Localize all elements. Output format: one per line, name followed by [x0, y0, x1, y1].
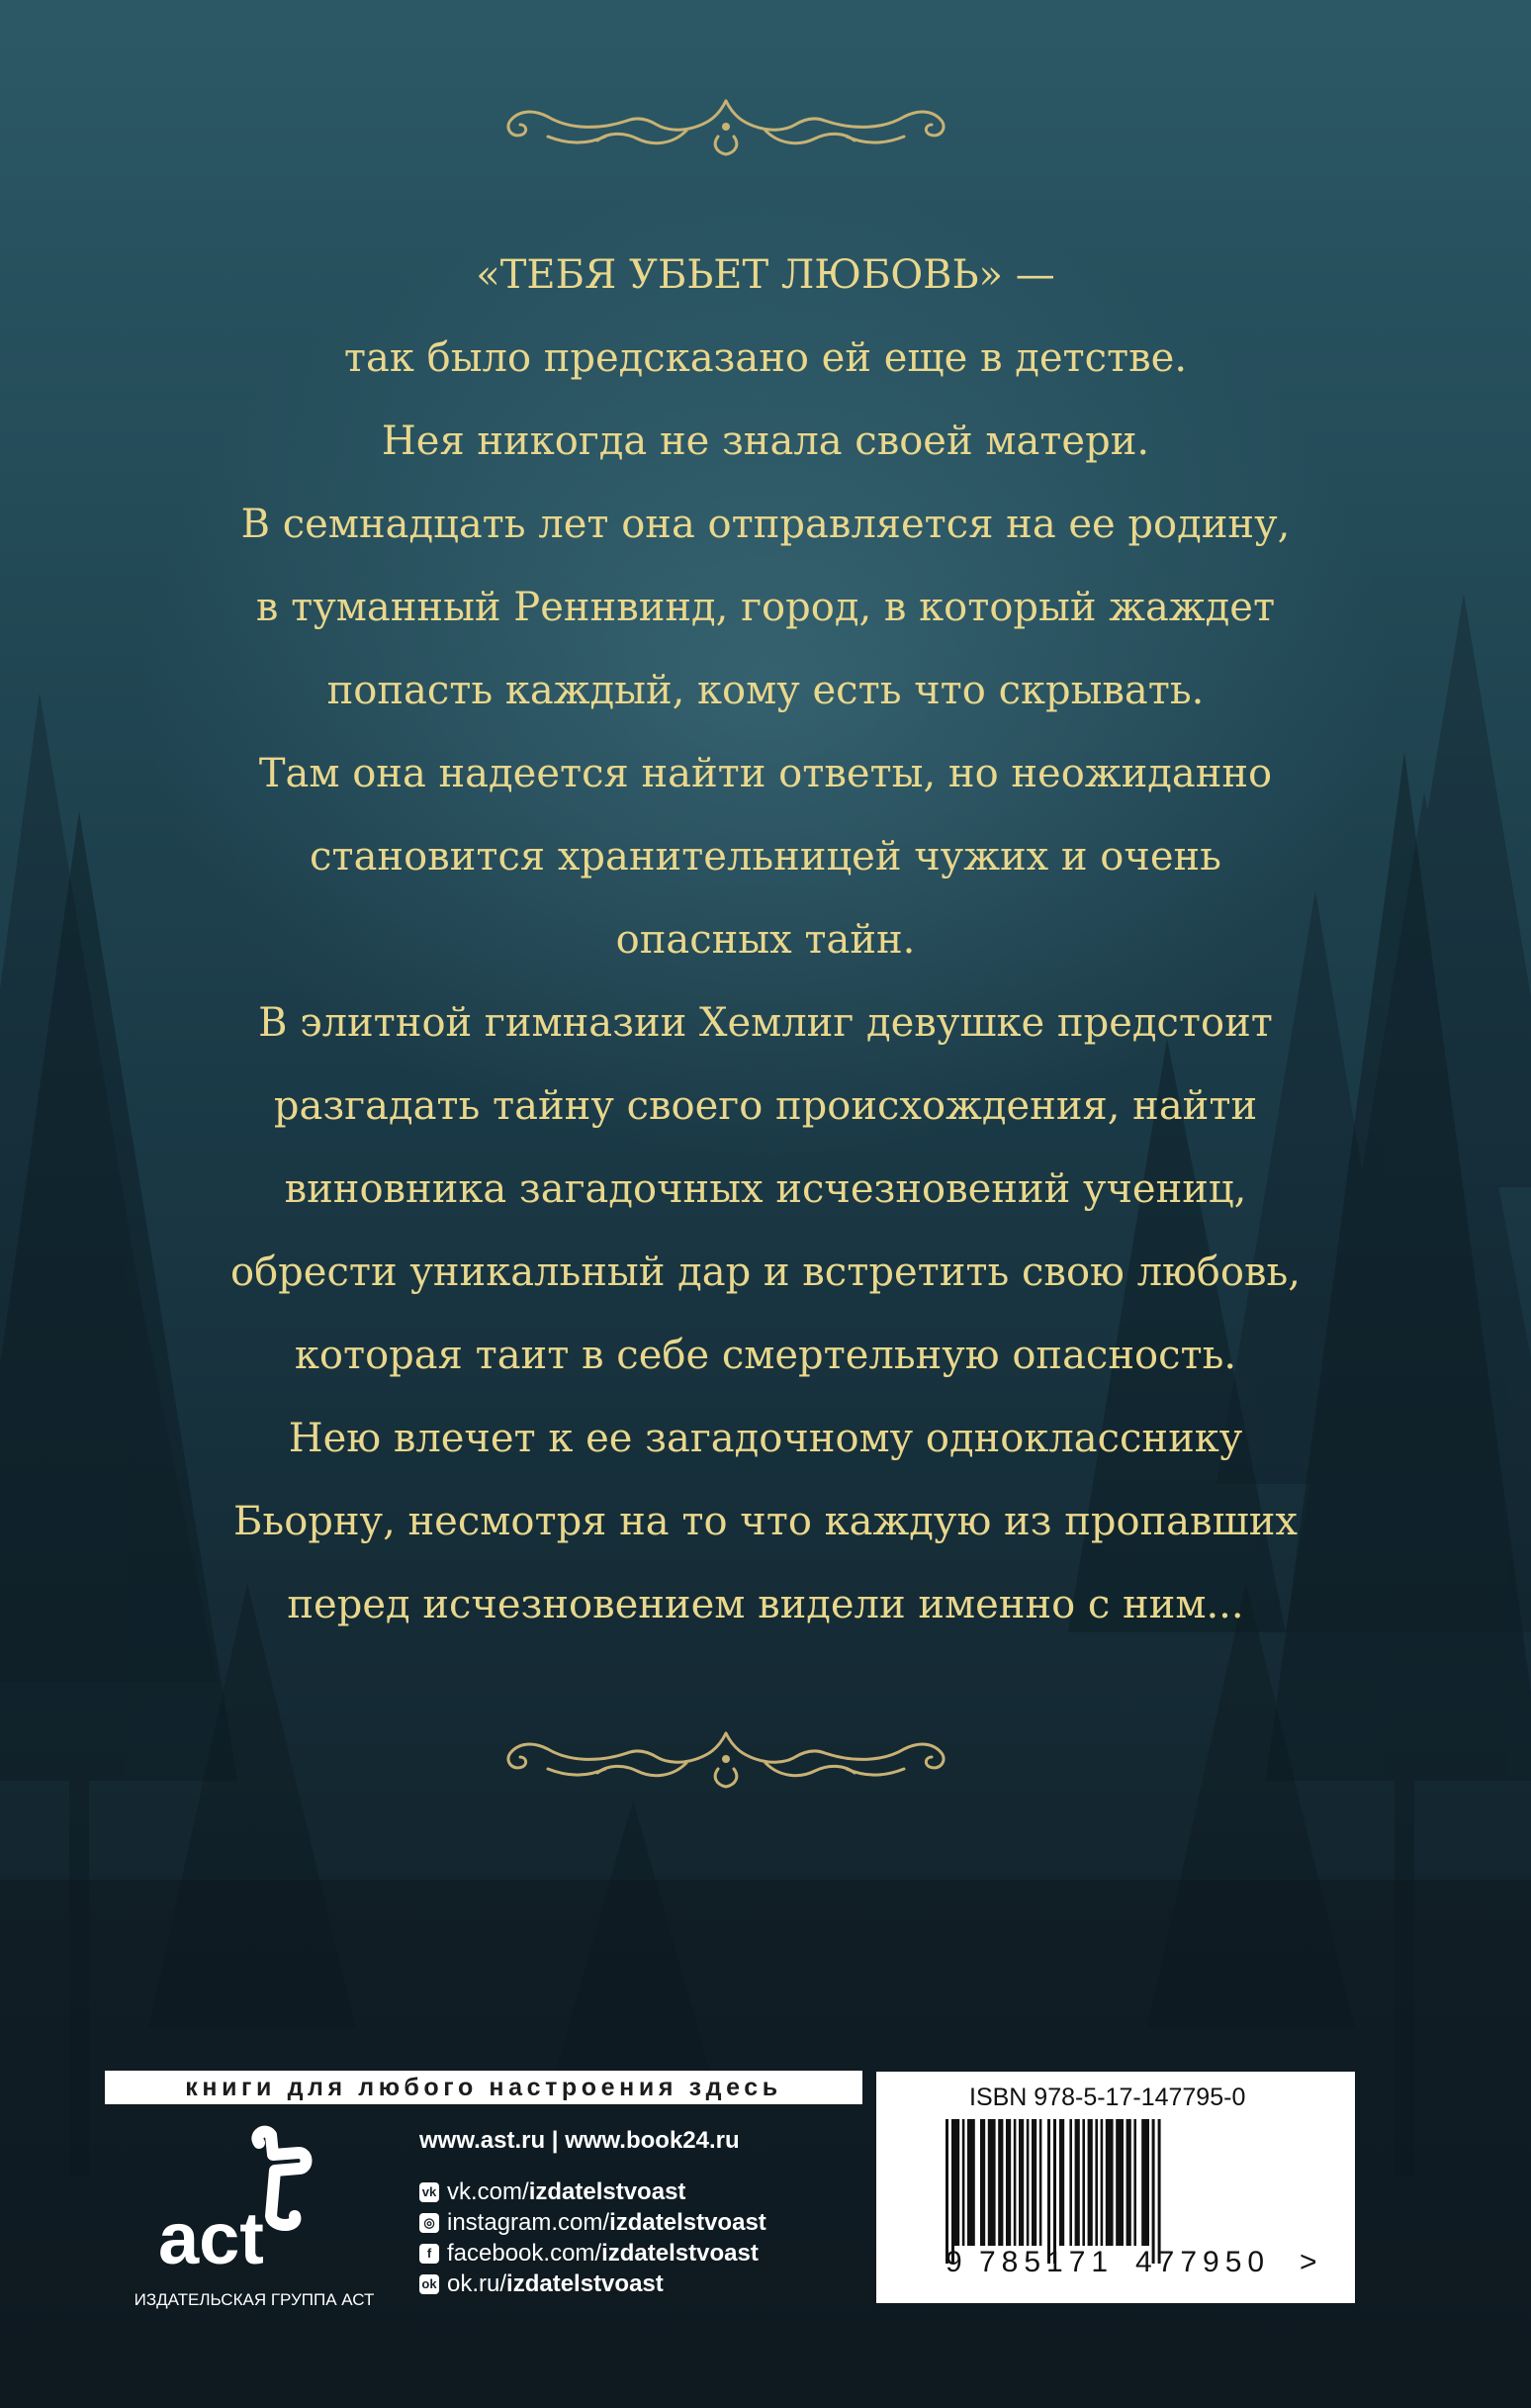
logo-text: act — [158, 2197, 264, 2279]
isbn-barcode-box — [876, 2072, 1355, 2303]
social-link-facebook[interactable] — [419, 2238, 766, 2269]
blurb-line: Нею влечет к ее загадочному однокласснику — [288, 1416, 1243, 1461]
barcode-digit-group: > — [1300, 2246, 1317, 2278]
blurb-line: в туманный Реннвинд, город, в который жаждет — [255, 585, 1276, 630]
blurb-line: обрести уникальный дар и встретить свою любовь, — [230, 1250, 1301, 1295]
social-prefix: ok.ru/ — [447, 2270, 507, 2297]
blurb-line: Нея никогда не знала своей матери. — [381, 418, 1150, 464]
social-prefix: vk.com/ — [447, 2178, 529, 2205]
blurb-line: виновника загадочных исчезновений учениц, — [284, 1166, 1247, 1212]
blurb-line: опасных тайн. — [615, 917, 916, 963]
barcode-digit-group: 477950 — [1135, 2246, 1271, 2278]
blurb-line: так было предсказано ей еще в детстве. — [343, 335, 1188, 381]
websites: www.ast.ru | www.book24.ru — [419, 2127, 740, 2154]
social-handle: izdatelstvoast — [528, 2178, 686, 2205]
barcode-digit-group: 785171 — [979, 2246, 1115, 2278]
social-links — [419, 2176, 766, 2299]
blurb-line: Бьорну, несмотря на то что каждую из пропавших — [233, 1499, 1298, 1544]
instagram-icon: ◎ — [419, 2213, 439, 2233]
social-handle: izdatelstvoast — [601, 2240, 759, 2267]
isbn-label: ISBN 978-5-17-147795-0 — [969, 2084, 1246, 2111]
social-prefix: facebook.com/ — [447, 2240, 602, 2267]
social-link-instagram[interactable] — [419, 2207, 766, 2238]
barcode-digits — [876, 2072, 1355, 2303]
odnoklassniki-icon: ok — [419, 2274, 439, 2294]
blurb-line: Там она надеется найти ответы, но неожиданно — [258, 751, 1273, 796]
scroll-ornament-icon — [489, 1719, 963, 1799]
book-blurb — [99, 233, 1432, 1646]
slogan-banner: книги для любого настроения здесь — [105, 2071, 862, 2104]
publisher-name: ИЗДАТЕЛЬСКАЯ ГРУППА АСТ — [134, 2290, 375, 2309]
blurb-line: В семнадцать лет она отправляется на ее родину, — [240, 502, 1291, 547]
facebook-icon: f — [419, 2244, 439, 2264]
blurb-line: становится хранительницей чужих и очень — [310, 834, 1221, 880]
social-handle: izdatelstvoast — [609, 2209, 766, 2236]
social-prefix: instagram.com/ — [447, 2209, 610, 2236]
social-handle: izdatelstvoast — [506, 2270, 664, 2297]
social-link-vk[interactable] — [419, 2176, 766, 2207]
blurb-line: попасть каждый, кому есть что скрывать. — [326, 668, 1205, 713]
blurb-line: перед исчезновением видели именно с ним... — [287, 1582, 1244, 1627]
barcode-digit-group: 9 — [946, 2246, 962, 2278]
scroll-ornament-icon — [489, 87, 963, 166]
blurb-line: которая таит в себе смертельную опасность. — [294, 1333, 1237, 1378]
vk-icon: vk — [419, 2182, 439, 2202]
ast-cross-logo-icon — [150, 2125, 358, 2283]
blurb-line: В элитной гимназии Хемлиг девушке предстоит — [258, 1000, 1273, 1046]
blurb-line: «ТЕБЯ УБЬЕТ ЛЮБОВЬ» — — [476, 252, 1055, 298]
social-link-odnoklassniki[interactable] — [419, 2269, 766, 2299]
blurb-line: разгадать тайну своего происхождения, найти — [273, 1083, 1258, 1129]
